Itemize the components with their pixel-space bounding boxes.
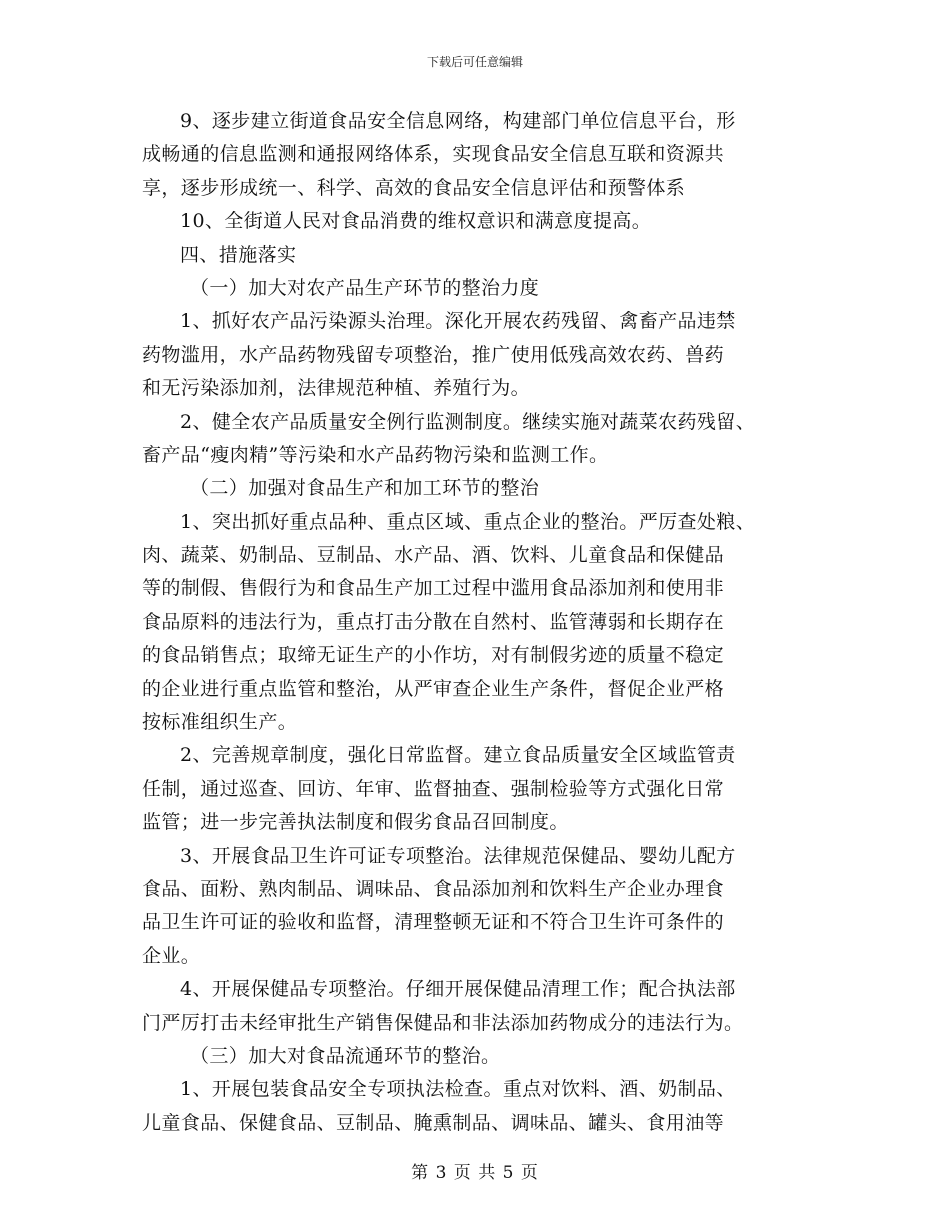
- page-number: 第 3 页 共 5 页: [411, 1163, 539, 1183]
- document-body: [142, 105, 822, 1140]
- subsection-heading: （三）加大对食品流通环节的整治。: [190, 1044, 501, 1067]
- text-line: 的食品销售点；取缔无证生产的小作坊，对有制假劣迹的质量不稳定: [142, 644, 725, 667]
- text-line: 品卫生许可证的验收和监督，清理整顿无证和不符合卫生许可条件的: [142, 911, 725, 934]
- text-line: 和无污染添加剂，法律规范种植、养殖行为。: [142, 377, 531, 400]
- text-line: 按标准组织生产。: [142, 711, 298, 734]
- text-line: 2、健全农产品质量安全例行监测制度。继续实施对蔬菜农药残留、: [180, 410, 756, 433]
- text-line: 药物滥用，水产品药物残留专项整治，推广使用低残高效农药、兽药: [142, 343, 725, 366]
- text-line: 食品、面粉、熟肉制品、调味品、食品添加剂和饮料生产企业办理食: [142, 877, 725, 900]
- subsection-heading: （二）加强对食品生产和加工环节的整治: [190, 477, 540, 500]
- page-header: 下载后可任意编辑: [426, 55, 523, 69]
- text-line: 任制，通过巡查、回访、年审、监督抽查、强制检验等方式强化日常: [142, 777, 725, 800]
- subsection-heading: （一）加大对农产品生产环节的整治力度: [190, 276, 540, 299]
- text-line: 1、抓好农产品污染源头治理。深化开展农药残留、禽畜产品违禁: [180, 310, 736, 333]
- text-line: 企业。: [142, 944, 201, 967]
- text-line: 9、逐步建立街道食品安全信息网络，构建部门单位信息平台，形: [180, 110, 736, 132]
- text-line: 监管；进一步完善执法制度和假劣食品召回制度。: [142, 811, 569, 834]
- text-line: 畜产品“瘦肉精”等污染和水产品药物污染和监测工作。: [142, 443, 609, 466]
- text-line: 肉、蔬菜、奶制品、豆制品、水产品、酒、饮料、儿童食品和保健品: [142, 544, 725, 567]
- text-line: 1、突出抓好重点品种、重点区域、重点企业的整治。严厉查处粮、: [180, 510, 756, 533]
- text-line: 儿童食品、保健食品、豆制品、腌熏制品、调味品、罐头、食用油等: [142, 1111, 725, 1134]
- text-line: 2、完善规章制度，强化日常监督。建立食品质量安全区域监管责: [180, 744, 736, 767]
- text-line: 门严厉打击未经审批生产销售保健品和非法添加药物成分的违法行为。: [142, 1011, 744, 1034]
- text-line: 成畅通的信息监测和通报网络体系，实现食品安全信息互联和资源共: [142, 143, 725, 166]
- text-line: 1、开展包装食品安全专项执法检查。重点对饮料、酒、奶制品、: [180, 1078, 736, 1101]
- section-heading: 四、措施落实: [180, 243, 297, 266]
- text-line: 的企业进行重点监管和整治，从严审查企业生产条件，督促企业严格: [142, 677, 725, 700]
- text-line: 食品原料的违法行为，重点打击分散在自然村、监管薄弱和长期存在: [142, 610, 725, 633]
- text-line: 4、开展保健品专项整治。仔细开展保健品清理工作；配合执法部: [180, 978, 736, 1001]
- text-line: 10、全街道人民对食品消费的维权意识和满意度提高。: [180, 210, 652, 233]
- text-line: 等的制假、售假行为和食品生产加工过程中滥用食品添加剂和使用非: [142, 577, 725, 600]
- text-line: 3、开展食品卫生许可证专项整治。法律规范保健品、婴幼儿配方: [180, 844, 736, 867]
- text-line: 享，逐步形成统一、科学、高效的食品安全信息评估和预警体系: [142, 176, 686, 199]
